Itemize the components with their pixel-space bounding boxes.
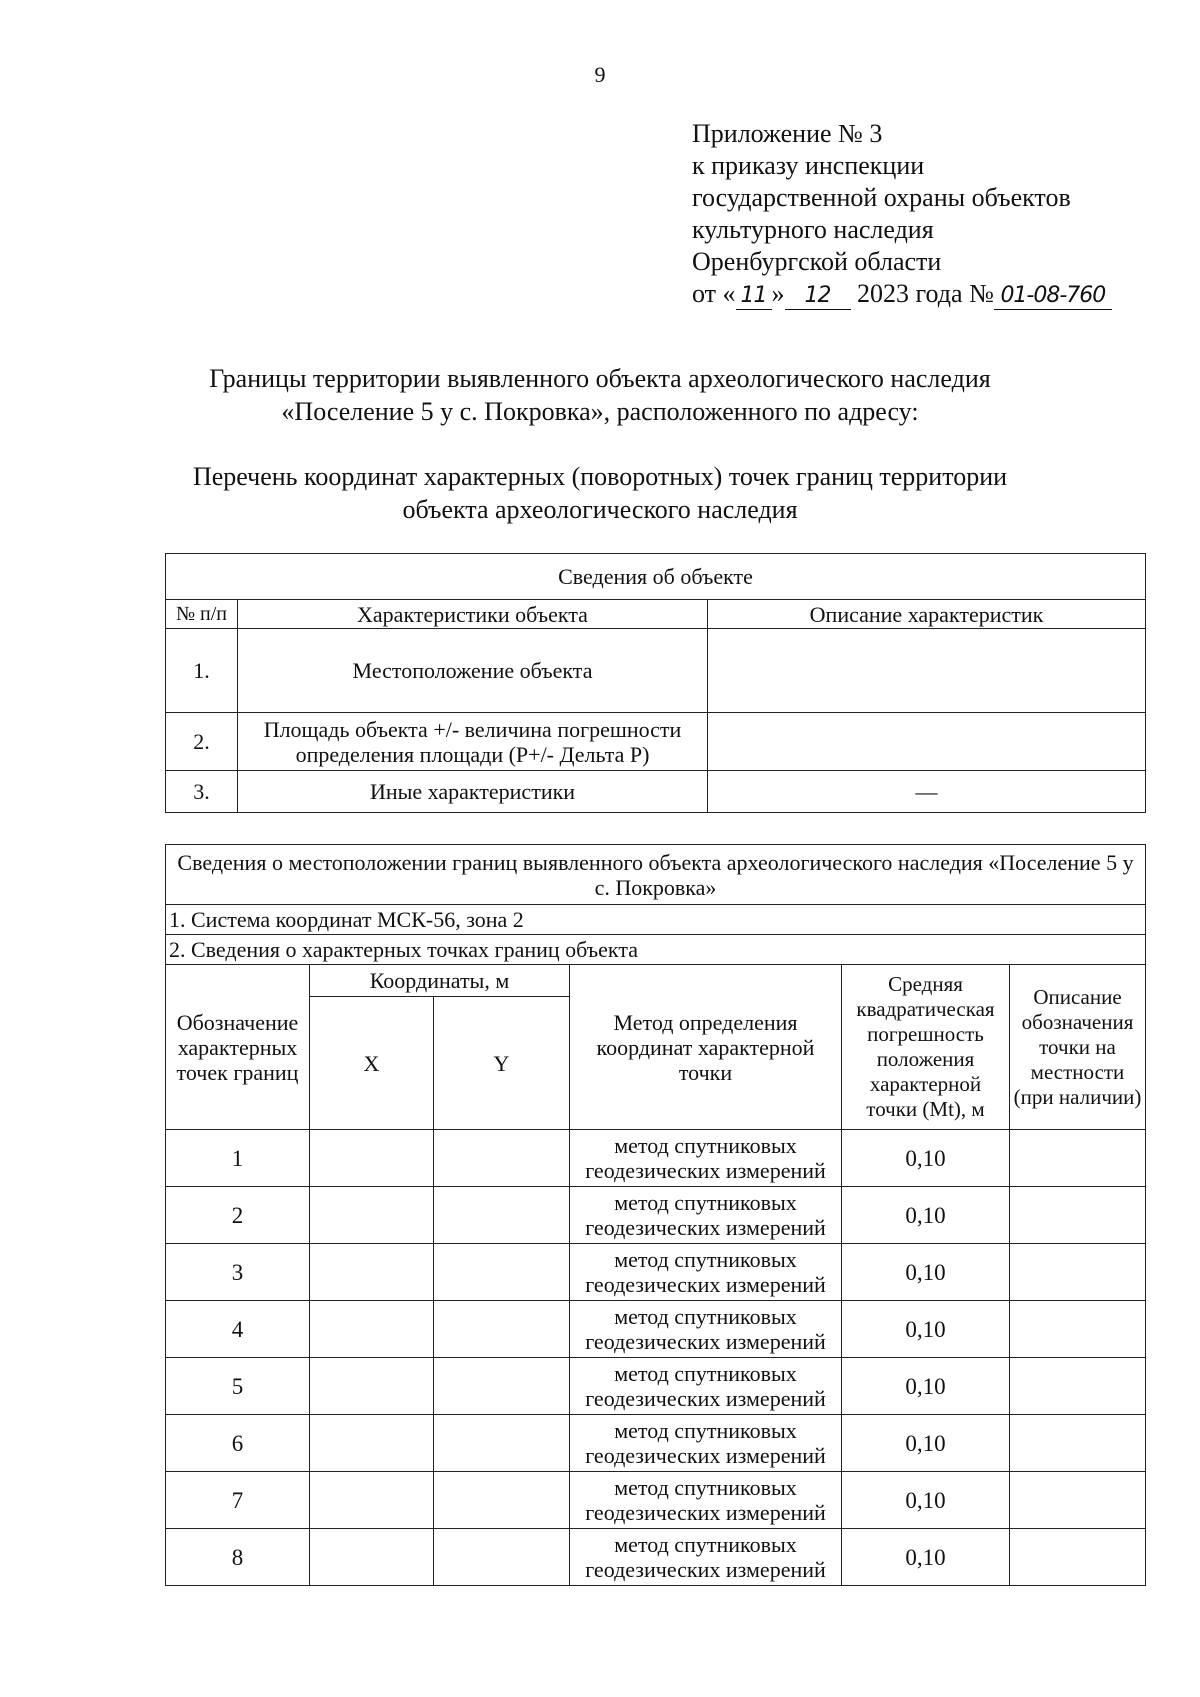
point-error: 0,10 bbox=[842, 1187, 1010, 1244]
table-row bbox=[166, 1301, 1146, 1358]
date-prefix: от bbox=[692, 279, 717, 308]
point-description bbox=[1010, 1301, 1146, 1358]
point-y bbox=[434, 1244, 570, 1301]
point-y bbox=[434, 1358, 570, 1415]
annex-line: культурного наследия bbox=[692, 215, 934, 244]
point-x bbox=[310, 1301, 434, 1358]
title-line: Границы территории выявленного объекта археологического наследия bbox=[209, 364, 991, 393]
point-x bbox=[310, 1244, 434, 1301]
point-description bbox=[1010, 1244, 1146, 1301]
annex-date-line bbox=[692, 278, 1112, 310]
point-number: 6 bbox=[166, 1415, 310, 1472]
header-num: № п/п bbox=[166, 600, 238, 629]
point-x bbox=[310, 1472, 434, 1529]
row-characteristic: Иные характеристики bbox=[238, 771, 708, 813]
table-row bbox=[166, 1415, 1146, 1472]
point-number: 7 bbox=[166, 1472, 310, 1529]
header-coordinates: Координаты, м bbox=[310, 965, 570, 997]
coordinate-system: 1. Система координат МСК-56, зона 2 bbox=[166, 905, 1146, 935]
table-row bbox=[166, 1244, 1146, 1301]
header-method: Метод определения координат характерной точки bbox=[570, 965, 842, 1130]
point-method: метод спутниковых геодезических измерений bbox=[570, 1529, 842, 1586]
title-line: «Поселение 5 у с. Покровка», расположенного по адресу: bbox=[281, 397, 919, 426]
point-number: 8 bbox=[166, 1529, 310, 1586]
table-row bbox=[166, 1529, 1146, 1586]
point-method: метод спутниковых геодезических измерений bbox=[570, 1415, 842, 1472]
subtitle-line: Перечень координат характерных (поворотных) точек границ территории bbox=[192, 462, 1008, 491]
points-caption: 2. Сведения о характерных точках границ объекта bbox=[166, 935, 1146, 965]
point-error: 0,10 bbox=[842, 1130, 1010, 1187]
header-error: Средняя квадратическая погрешность положения характерной точки (Mt), м bbox=[842, 965, 1010, 1130]
point-number: 3 bbox=[166, 1244, 310, 1301]
header-characteristics: Характеристики объекта bbox=[238, 600, 708, 629]
point-y bbox=[434, 1472, 570, 1529]
header-designation: Обозначение характерных точек границ bbox=[166, 965, 310, 1130]
annex-block bbox=[692, 118, 1112, 310]
point-error: 0,10 bbox=[842, 1301, 1010, 1358]
point-error: 0,10 bbox=[842, 1358, 1010, 1415]
location-table-caption: Сведения о местоположении границ выявленного объекта археологического наследия «Поселение 5 у с. Покровка» bbox=[166, 845, 1146, 905]
point-number: 1 bbox=[166, 1130, 310, 1187]
order-day: 11 bbox=[736, 283, 772, 310]
point-method: метод спутниковых геодезических измерений bbox=[570, 1187, 842, 1244]
point-error: 0,10 bbox=[842, 1529, 1010, 1586]
location-table bbox=[165, 844, 1146, 1586]
point-method: метод спутниковых геодезических измерений bbox=[570, 1130, 842, 1187]
order-month: 12 bbox=[785, 283, 851, 310]
annex-line: государственной охраны объектов bbox=[692, 183, 1071, 212]
point-method: метод спутниковых геодезических измерений bbox=[570, 1472, 842, 1529]
subtitle-line: объекта археологического наследия bbox=[402, 495, 798, 524]
quote-close: » bbox=[771, 279, 785, 308]
point-method: метод спутниковых геодезических измерений bbox=[570, 1358, 842, 1415]
point-description bbox=[1010, 1130, 1146, 1187]
row-num: 2. bbox=[166, 713, 238, 771]
point-y bbox=[434, 1301, 570, 1358]
document-subtitle bbox=[0, 460, 1200, 526]
point-error: 0,10 bbox=[842, 1472, 1010, 1529]
quote-open: « bbox=[722, 279, 736, 308]
table-row bbox=[166, 1130, 1146, 1187]
object-info-table bbox=[165, 553, 1146, 813]
point-y bbox=[434, 1529, 570, 1586]
point-method: метод спутниковых геодезических измерений bbox=[570, 1301, 842, 1358]
row-description bbox=[708, 713, 1146, 771]
annex-title: Приложение № 3 bbox=[692, 119, 883, 148]
table-row bbox=[166, 1358, 1146, 1415]
row-num: 3. bbox=[166, 771, 238, 813]
point-x bbox=[310, 1130, 434, 1187]
annex-line: Оренбургской области bbox=[692, 247, 942, 276]
point-x bbox=[310, 1187, 434, 1244]
order-number: 01-08-760 bbox=[994, 283, 1112, 310]
header-x: X bbox=[310, 997, 434, 1130]
row-description bbox=[708, 629, 1146, 713]
point-number: 2 bbox=[166, 1187, 310, 1244]
point-description bbox=[1010, 1358, 1146, 1415]
table-row bbox=[166, 1472, 1146, 1529]
point-number: 5 bbox=[166, 1358, 310, 1415]
page-number: 9 bbox=[594, 62, 606, 87]
point-description bbox=[1010, 1529, 1146, 1586]
table-row bbox=[166, 1187, 1146, 1244]
document-title bbox=[0, 362, 1200, 428]
row-description: — bbox=[708, 771, 1146, 813]
point-y bbox=[434, 1187, 570, 1244]
point-y bbox=[434, 1130, 570, 1187]
point-number: 4 bbox=[166, 1301, 310, 1358]
point-y bbox=[434, 1415, 570, 1472]
annex-line: к приказу инспекции bbox=[692, 151, 925, 180]
row-num: 1. bbox=[166, 629, 238, 713]
point-description bbox=[1010, 1187, 1146, 1244]
object-table-caption: Сведения об объекте bbox=[166, 554, 1146, 600]
header-description: Описание характеристик bbox=[708, 600, 1146, 629]
header-y: Y bbox=[434, 997, 570, 1130]
row-characteristic: Местоположение объекта bbox=[238, 629, 708, 713]
point-x bbox=[310, 1415, 434, 1472]
point-x bbox=[310, 1529, 434, 1586]
point-description bbox=[1010, 1415, 1146, 1472]
point-description bbox=[1010, 1472, 1146, 1529]
point-x bbox=[310, 1358, 434, 1415]
point-error: 0,10 bbox=[842, 1244, 1010, 1301]
row-characteristic: Площадь объекта +/- величина погрешности определения площади (Р+/- Дельта Р) bbox=[238, 713, 708, 771]
header-point-description: Описание обозначения точки на местности (при наличии) bbox=[1010, 965, 1146, 1130]
point-method: метод спутниковых геодезических измерений bbox=[570, 1244, 842, 1301]
points-body bbox=[166, 1130, 1146, 1586]
point-error: 0,10 bbox=[842, 1415, 1010, 1472]
order-year: 2023 года № bbox=[857, 279, 994, 308]
